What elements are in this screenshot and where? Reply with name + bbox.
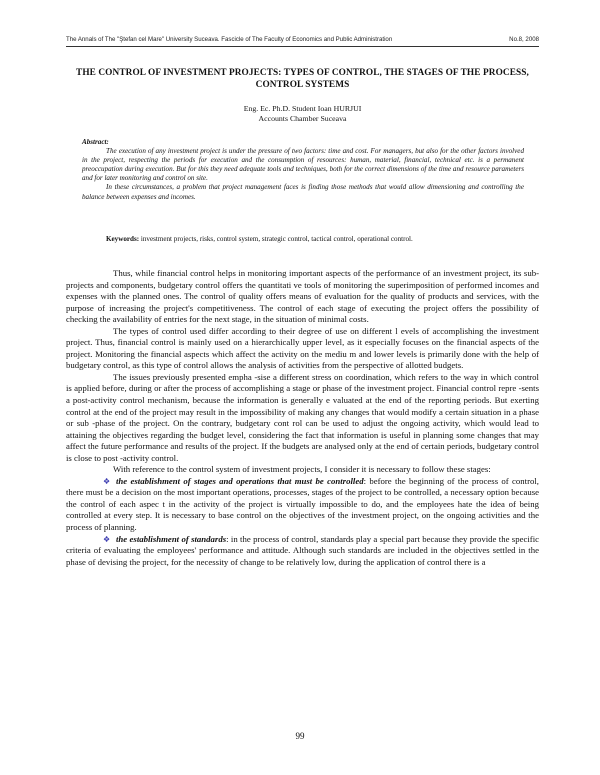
keywords xyxy=(82,235,524,244)
bullet-text: : before the beginning of the process of control, there must be a decision on the most important operations, processes, stages of the project to be controlled, a necessary option because the control of each aspec t in the activity of the project is virtually impossible to do, and the employees hate the idea of being controlled at every step. It is necessary to base control on the objectives of the investment project, on the ongoing activities and the process of planning. xyxy=(66,475,539,533)
bullet-item-standards xyxy=(66,534,539,569)
diamond-bullet-icon: ❖ xyxy=(103,534,111,544)
bullet-text: : in the process of control, standards play a special part because they provide the specific criteria of evaluating the employees' performance and attitude. Although such standards are included in the objectives settled in the phase of devising the project, for the necessity of change to be relatively low, during the application of control there is a xyxy=(66,533,540,567)
diamond-bullet-icon: ❖ xyxy=(103,476,111,486)
bullet-lead: the establishment of stages and operations that must be controlled xyxy=(116,475,364,486)
body-text xyxy=(66,268,539,568)
abstract-paragraph-1: The execution of any investment project is under the pressure of two factors: time and cost. For managers, but also for the other factors involved in the project, respecting the periods for execution and the consumption of resources: human, material, financial, technical etc. is a permanent preoccupation during execution. But for this they need adequate tools and techniques, both for the correct dimensions of the time and resource parameters and for later monitoring and control on site. xyxy=(82,147,524,183)
abstract-label: Abstract: xyxy=(82,138,109,146)
paper-title: THE CONTROL OF INVESTMENT PROJECTS: TYPES OF CONTROL, THE STAGES OF THE PROCESS, CONTROL SYSTEMS xyxy=(76,68,529,90)
running-header xyxy=(66,36,539,43)
header-rule xyxy=(66,46,539,47)
abstract xyxy=(82,138,524,202)
keywords-text: investment projects, risks, control system, strategic control, tactical control, operational control. xyxy=(140,235,413,243)
body-paragraph-4: With reference to the control system of investment projects, I consider it is necessary to follow these stages: xyxy=(113,464,491,475)
author-block xyxy=(66,104,539,124)
body-paragraph-3: The issues previously presented empha -sise a different stress on coordination, which refers to the way in which control is applied before, during or after the process of accomplishing a stage or phase of the investment project. Financial control repre -sents a post-activity control mechanism, because the information is generally e valuated at the end of the reporting periods. But exerting control at the end of the project may result in the impossibility of making any changes that would modify a certain situation in a phase or sub -phase of the project. On the contrary, budgetary cont rol can be used to adjust the ongoing activity, which would lead to attaining the objectives regarding the budget level, considering the fact that information is useful in planning some changes that may affect the future performance and results of the project. If the budgets are analysed only at the end of certain periods, budgetary control is close to post -activity control. xyxy=(66,371,539,463)
issue-number: No.8, 2008 xyxy=(509,36,539,43)
keywords-label: Keywords: xyxy=(106,235,140,243)
body-paragraph-1: Thus, while financial control helps in monitoring important aspects of the performance of an investment project, its sub-projects and components, budgetary control offers the quantitati ve tools of monitoring the superimposition of performed incomes and expenses with the planned ones. The control of quality offers means of evaluation for the quality of products and services, with the purpose of increasing the project's competitiveness. The control of each stage of executing the project offers the possibility of checking the availability of entries for the next stage, in the situation of minimal costs. xyxy=(66,268,539,325)
bullet-lead: the establishment of standards xyxy=(116,533,227,544)
body-paragraph-2: The types of control used differ according to their degree of use on different l evels of accomplishing the investment project. Thus, financial control is mainly used on a hierarchically upper level, as it especially focuses on the financial aspects of the project. Monitoring the financial aspects which affect the activity on the mediu m and lower levels is primarily done with the help of budgetary control, as this type of control allows the analysis of activities from the perspective of allotted budgets. xyxy=(66,325,539,371)
journal-name: The Annals of The "Ştefan cel Mare" University Suceava. Fascicle of The Faculty of Economics and Public Administration xyxy=(66,36,393,43)
bullet-item-stages xyxy=(66,476,539,534)
author-name: Eng. Ec. Ph.D. Student Ioan HURJUI xyxy=(243,104,362,113)
author-affiliation: Accounts Chamber Suceava xyxy=(258,114,347,123)
abstract-paragraph-2: In these circumstances, a problem that project management faces is finding those methods that would allow dimensioning and controlling the balance between expenses and incomes. xyxy=(82,183,524,201)
page-number: 99 xyxy=(295,731,305,741)
